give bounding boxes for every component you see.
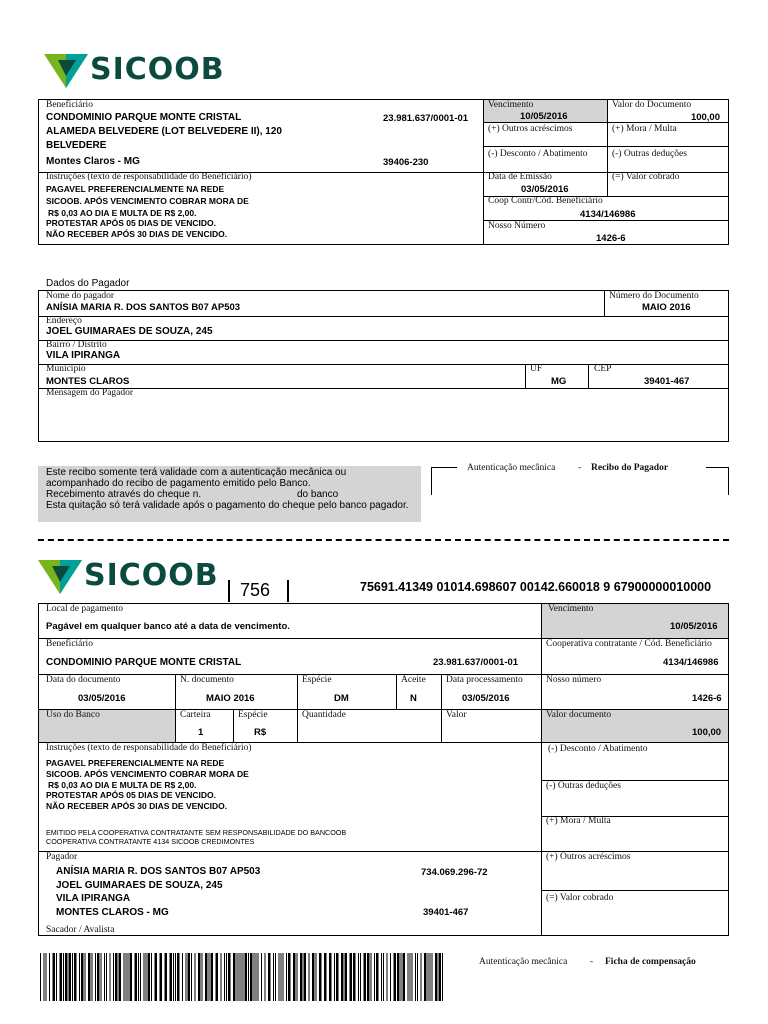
data-documento-value: 03/05/2016 [78,693,126,704]
vencimento-value: 10/05/2016 [520,111,568,122]
sicoob-logo-text: SICOOB [84,558,219,593]
beneficiario-city: Montes Claros - MG [46,156,140,167]
linha-digitavel: 75691.41349 01014.698607 00142.660018 9 67900000010000 [360,580,712,594]
instrucao-line: NÃO RECEBER APÓS 30 DIAS DE VENCIDO. [46,229,228,239]
valor-documento-value: 100,00 [690,112,720,123]
cut-line [38,539,729,541]
uf-label: UF [530,364,543,374]
barcode [40,953,447,1001]
beneficiario-address2: BELVEDERE [46,140,107,151]
outros-acrescimos-label: (+) Outros acréscimos [488,124,573,134]
ficha-beneficiario-name: CONDOMINIO PARQUE MONTE CRISTAL [46,657,242,668]
separator-dash: - [578,463,582,473]
nome-pagador-label: Nome do pagador [46,291,115,301]
carteira-label: Carteira [180,710,211,720]
beneficiario-label: Beneficiário [46,100,93,110]
ficha-autenticacao-label: Autenticação mecânica [479,957,568,967]
bairro-value: VILA IPIRANGA [46,350,121,361]
valor-documento-value: 100,00 [692,727,722,738]
recibo-notice-line: do banco [297,489,339,500]
beneficiario-cnpj: 23.981.637/0001-01 [383,113,469,124]
dados-pagador-title: Dados do Pagador [46,278,130,289]
instrucao-line: SICOOB. APÓS VENCIMENTO COBRAR MORA DE [46,196,249,206]
instrucoes-label: Instruções (texto de responsabilidade do Beneficiário) [46,172,252,182]
local-pagamento-label: Local de pagamento [46,604,124,614]
aceite-value: N [410,693,417,704]
data-emissao-value: 03/05/2016 [521,184,569,195]
ficha-pagador-cidade: MONTES CLAROS - MG [56,907,169,918]
ficha-pagador-endereco: JOEL GUIMARAES DE SOUZA, 245 [56,880,223,891]
valor-documento-label: Valor do Documento [612,100,692,110]
municipio-value: MONTES CLAROS [46,376,130,387]
nome-pagador-value: ANÍSIA MARIA R. DOS SANTOS B07 AP503 [46,302,241,313]
instrucao-line: PAGAVEL PREFERENCIALMENTE NA REDE [46,184,225,194]
ficha-instrucao-line: R$ 0,03 AO DIA E MULTA DE R$ 2,00. [48,780,197,790]
ficha-nosso-numero-label: Nosso número [546,675,602,685]
bairro-label: Bairro / Distrito [46,340,107,350]
numero-documento-label: Número do Documento [609,291,699,301]
ficha-coop-value: 4134/146986 [663,657,719,668]
ficha-coop-label: Cooperativa contratante / Cód. Beneficiário [546,639,712,649]
recibo-notice-line: acompanhado do recibo de pagamento emitido pelo Banco. [46,478,311,489]
ficha-pagador-cep: 39401-467 [423,907,469,918]
desconto-label: (-) Desconto / Abatimento [488,149,588,159]
ficha-separator-dash: - [590,957,594,967]
endereco-value: JOEL GUIMARAES DE SOUZA, 245 [46,326,213,337]
ficha-mora-label: (+) Mora / Multa [546,816,611,826]
ficha-pagador-nome: ANÍSIA MARIA R. DOS SANTOS B07 AP503 [56,866,261,877]
ficha-instrucoes-label: Instruções (texto de responsabilidade do Beneficiário) [46,743,252,753]
ficha-instrucao-line: PAGAVEL PREFERENCIALMENTE NA REDE [46,758,225,768]
recibo-notice-line: Esta quitação só terá validade após o pagamento do cheque pelo banco pagador. [46,500,409,511]
sicoob-logo-ficha [38,556,218,598]
data-documento-label: Data do documento [46,675,121,685]
quantidade-label: Quantidade [302,710,346,720]
valor-documento-label: Valor documento [546,710,612,720]
coop-beneficiario-value: 4134/146986 [580,209,636,220]
ficha-instrucao-line: SICOOB. APÓS VENCIMENTO COBRAR MORA DE [46,769,249,779]
barcode-bars [40,953,447,1001]
numero-documento-value: MAIO 2016 [642,302,691,313]
ficha-beneficiario-label: Beneficiário [46,639,93,649]
especie-moeda-value: R$ [254,727,267,738]
ficha-pagador-label: Pagador [46,852,78,862]
instrucao-line: PROTESTAR APÓS 05 DIAS DE VENCIDO. [46,218,217,228]
uso-banco-label: Uso do Banco [46,710,100,720]
ficha-vencimento-value: 10/05/2016 [670,621,718,632]
municipio-label: Município [46,364,86,374]
ficha-instrucao-line: NÃO RECEBER APÓS 30 DIAS DE VENCIDO. [46,801,228,811]
ficha-vencimento-label: Vencimento [548,604,594,614]
valor-cobrado-label: (=) Valor cobrado [612,172,680,182]
autenticacao-mecanica-label: Autenticação mecânica [467,463,556,473]
n-documento-label: N. documento [180,675,234,685]
beneficiario-name: CONDOMINIO PARQUE MONTE CRISTAL [46,112,242,123]
emitido-note: EMITIDO PELA COOPERATIVA CONTRATANTE SEM RESPONSABILIDADE DO BANCOOB [46,828,347,837]
sicoob-logo-icon [44,50,88,90]
data-processamento-label: Data processamento [446,675,523,685]
autent-bracket-left [431,467,457,468]
ficha-valor-cobrado-label: (=) Valor cobrado [546,893,614,903]
uf-value: MG [551,376,567,387]
ficha-outros-acrescimos-label: (+) Outros acréscimos [546,852,631,862]
ficha-outras-deducoes-label: (-) Outras deduções [546,781,621,791]
n-documento-value: MAIO 2016 [206,693,255,704]
ficha-instrucao-line: PROTESTAR APÓS 05 DIAS DE VENCIDO. [46,790,217,800]
recibo-notice-line: Este recibo somente terá validade com a autenticação mecânica ou [46,467,347,478]
ficha-nosso-numero-value: 1426-6 [692,693,722,704]
beneficiario-cep: 39406-230 [383,157,429,168]
sicoob-logo-text: SICOOB [90,52,225,87]
mensagem-pagador-label: Mensagem do Pagador [46,388,134,398]
cep-value: 39401-467 [644,376,690,387]
emitido-note: COOPERATIVA CONTRATANTE 4134 SICOOB CREDIMONTES [46,837,255,846]
ficha-pagador-bairro: VILA IPIRANGA [56,893,131,904]
mora-multa-label: (+) Mora / Multa [612,124,677,134]
instrucao-line: R$ 0,03 AO DIA E MULTA DE R$ 2,00. [48,208,197,218]
data-processamento-value: 03/05/2016 [462,693,510,704]
sacador-avalista-label: Sacador / Avalista [46,925,115,935]
especie-doc-label: Espécie [302,675,332,685]
cep-label: CEP [594,364,612,374]
data-emissao-label: Data de Emissão [488,172,552,182]
carteira-value: 1 [198,727,204,738]
autent-bracket-right [706,467,729,468]
nosso-numero-value: 1426-6 [596,233,626,244]
sicoob-logo-top [44,50,224,92]
ficha-desconto-label: (-) Desconto / Abatimento [548,744,648,754]
especie-moeda-label: Espécie [238,710,268,720]
vencimento-label: Vencimento [488,100,534,110]
ficha-compensacao-title: Ficha de compensação [605,957,696,967]
especie-doc-value: DM [334,693,349,704]
valor-label: Valor [446,710,467,720]
local-pagamento-value: Pagável em qualquer banco até a data de vencimento. [46,621,290,632]
ficha-beneficiario-cnpj: 23.981.637/0001-01 [433,657,519,668]
bank-code: 756 [240,580,271,600]
coop-beneficiario-label: Coop Contr/Cód. Beneficiário [488,196,603,206]
endereco-label: Endereço [46,316,82,326]
outras-deducoes-label: (-) Outras deduções [612,149,687,159]
recibo-pagador-title: Recibo do Pagador [591,463,669,473]
sicoob-logo-icon [38,556,82,596]
recibo-notice-line: Recebimento através do cheque n. [46,489,202,500]
nosso-numero-label: Nosso Número [488,221,546,231]
ficha-pagador-cpf: 734.069.296-72 [421,867,488,878]
aceite-label: Aceite [401,675,426,685]
beneficiario-address: ALAMEDA BELVEDERE (LOT BELVEDERE II), 120 [46,126,282,137]
